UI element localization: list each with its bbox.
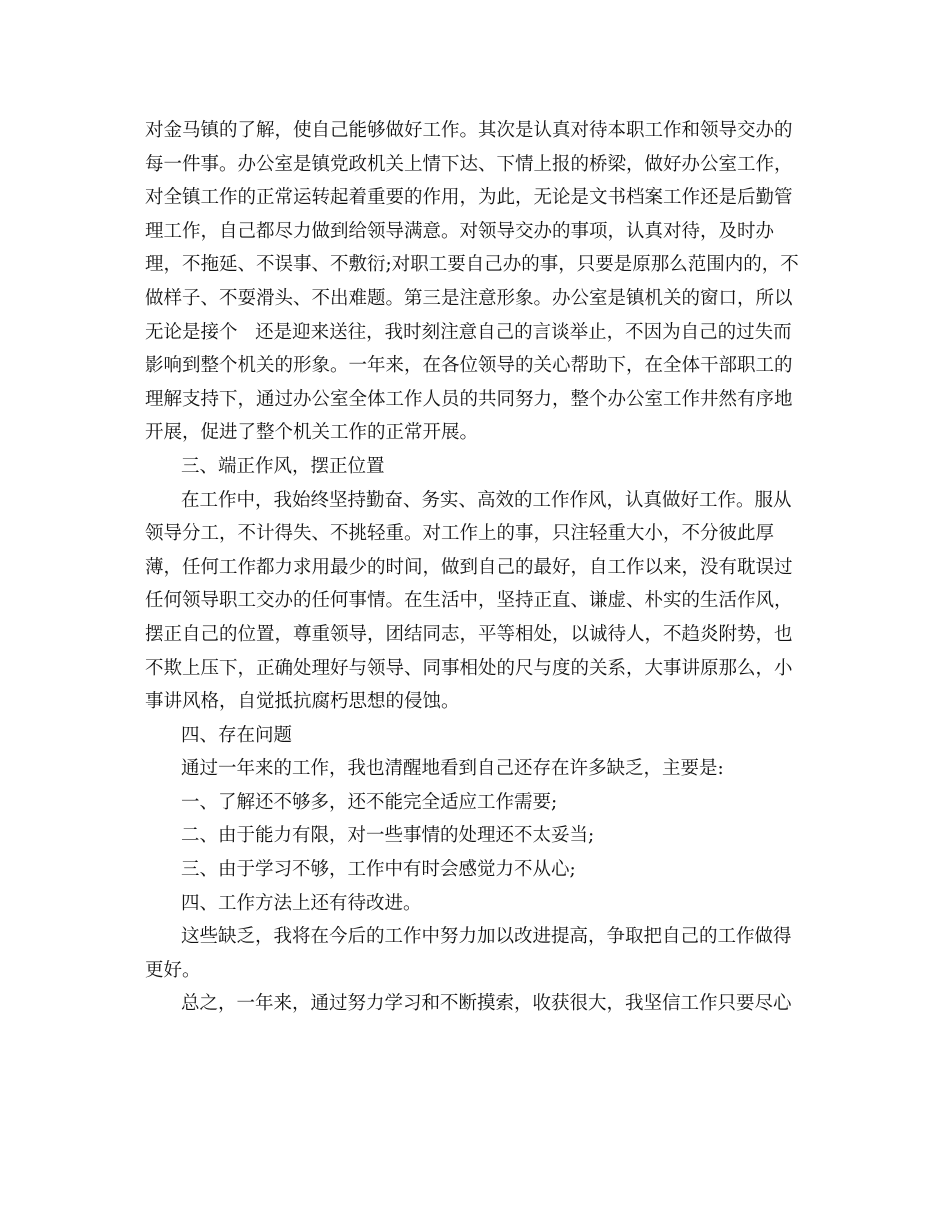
text-line: 任何领导职工交办的任何事情。在生活中，坚持正直、谦虚、朴实的生活作风， [145,590,793,612]
list-item: 四、工作方法上还有待改进。 [181,892,422,914]
text-line: 事讲风格，自觉抵抗腐朽思想的侵蚀。 [145,691,460,713]
text-line: 开展，促进了整个机关工作的正常开展。 [145,422,479,444]
text-line: 对全镇工作的正常运转起着重要的作用，为此，无论是文书档案工作还是后勤管 [145,187,793,209]
paragraph-start: 在工作中，我始终坚持勤奋、务实、高效的工作作风，认真做好工作。服从 [181,489,792,511]
section-heading: 四、存在问题 [181,724,293,746]
list-item: 二、由于能力有限，对一些事情的处理还不太妥当; [181,825,595,847]
paragraph-start: 总之，一年来，通过努力学习和不断摸索，收获很大，我坚信工作只要尽心 [181,993,792,1015]
text-line: 理，不拖延、不误事、不敷衍;对职工要自己办的事，只要是原那么范围内的，不 [145,254,799,276]
paragraph-start: 这些缺乏，我将在今后的工作中努力加以改进提高，争取把自己的工作做得 [181,926,792,948]
text-line: 摆正自己的位置，尊重领导，团结同志，平等相处，以诚待人，不趋炎附势，也 [145,623,793,645]
list-item: 一、了解还不够多，还不能完全适应工作需要; [181,791,558,813]
text-line: 每一件事。办公室是镇党政机关上情下达、下情上报的桥梁，做好办公室工作， [145,153,793,175]
text-line: 更好。 [145,959,201,981]
text-line: 领导分工，不计得失、不挑轻重。对工作上的事，只注轻重大小，不分彼此厚 [145,523,775,545]
text-line: 对金马镇的了解，使自己能够做好工作。其次是认真对待本职工作和领导交办的 [145,120,793,141]
text-line: 不欺上压下，正确处理好与领导、同事相处的尺与度的关系，大事讲原那么，小 [145,657,793,679]
list-item: 三、由于学习不够，工作中有时会感觉力不从心; [181,859,576,881]
section-heading: 三、端正作风，摆正位置 [181,455,385,477]
text-line: 薄，任何工作都力求用最少的时间，做到自己的最好，自工作以来，没有耽误过 [145,556,793,578]
text-line: 理解支持下，通过办公室全体工作人员的共同努力，整个办公室工作井然有序地 [145,388,793,410]
document-body [145,114,815,1021]
text-line: 理工作，自己都尽力做到给领导满意。对领导交办的事项，认真对待，及时办 [145,220,775,242]
text-line: 影响到整个机关的形象。一年来，在各位领导的关心帮助下，在全体干部职工的 [145,355,793,377]
text-line: 无论是接个 还是迎来送往，我时刻注意自己的言谈举止，不因为自己的过失而 [145,321,792,343]
paragraph-start: 通过一年来的工作，我也清醒地看到自己还存在许多缺乏，主要是: [181,758,724,780]
text-line: 做样子、不耍滑头、不出难题。第三是注意形象。办公室是镇机关的窗口，所以 [145,287,793,309]
